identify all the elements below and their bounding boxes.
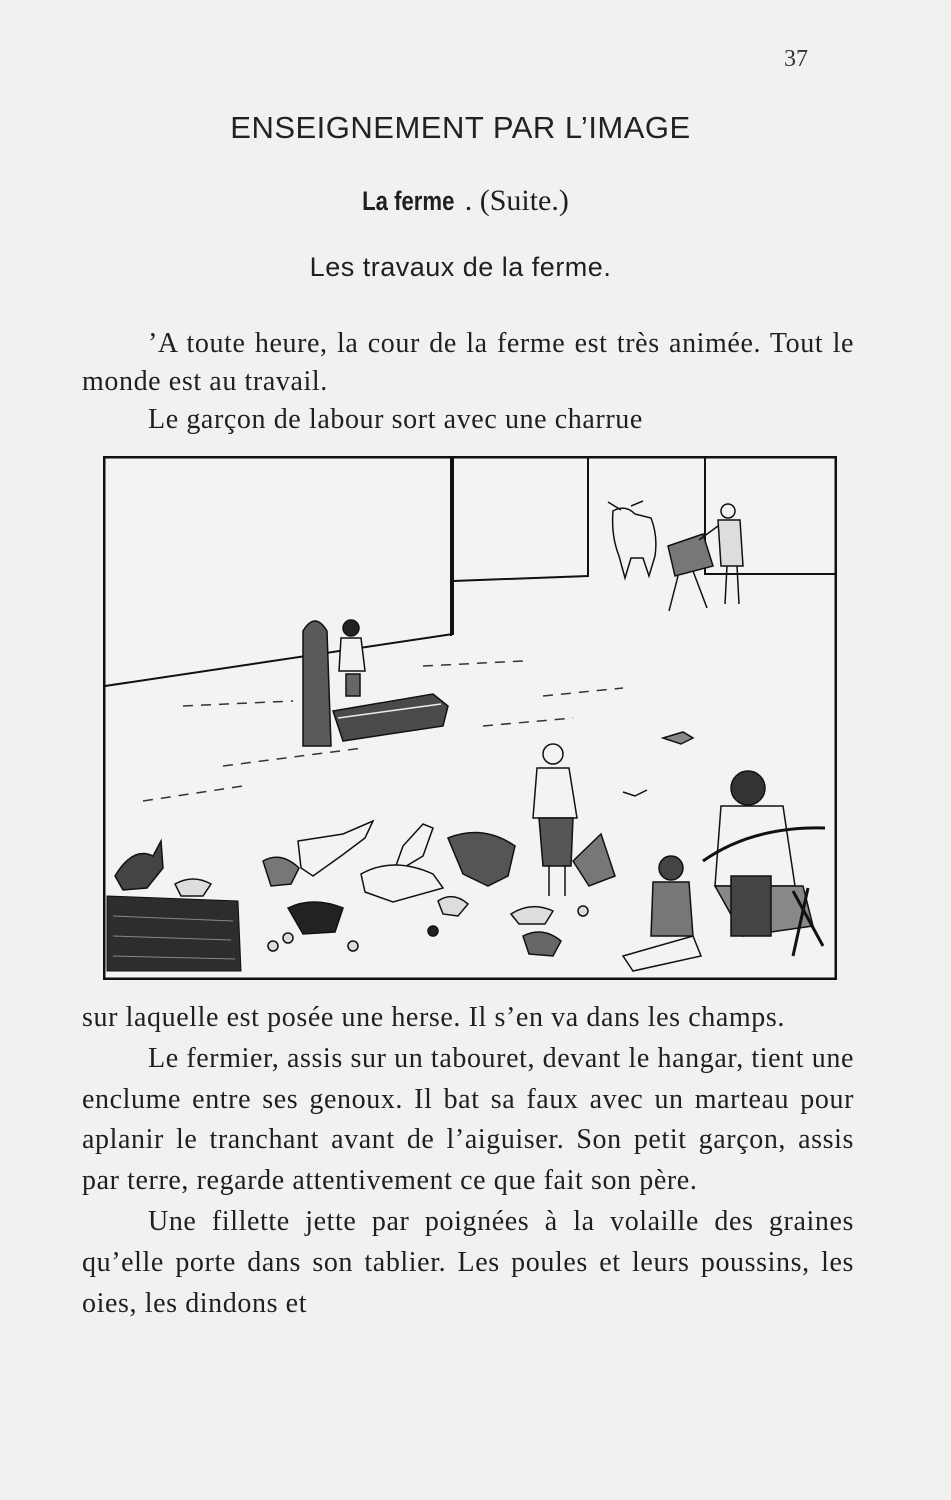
paragraph: sur laquelle est posée une herse. Il s’en va dans les champs. bbox=[82, 1002, 785, 1033]
straw-heap bbox=[107, 896, 241, 971]
farmyard-engraving bbox=[103, 456, 837, 980]
page-number: 37 bbox=[784, 46, 808, 72]
farmyard-illustration bbox=[103, 456, 837, 980]
section-title: Les travaux de la ferme. bbox=[309, 252, 612, 282]
lesson-title bbox=[0, 184, 921, 218]
lesson-title-bold: La ferme bbox=[362, 186, 455, 216]
paragraph: Une fillette jette par poignées à la volaille des graines qu’elle porte dans son tablier. Les poules et leurs poussins, les oies, les dindons et bbox=[82, 1205, 854, 1319]
section-heading: ENSEIGNEMENT PAR L’IMAGE bbox=[230, 110, 691, 145]
paragraph: Le fermier, assis sur un tabouret, devant le hangar, tient une enclume entre ses genoux. Il bat sa faux avec un marteau pour aplanir le tranchant avant de l’aiguiser. Son petit garçon, assis par terre, regarde attentivement ce que fait son père. bbox=[82, 1042, 854, 1197]
text-block-bottom bbox=[82, 998, 854, 1324]
paragraph: ’A toute heure, la cour de la ferme est très animée. Tout le monde est au travail. bbox=[82, 328, 854, 397]
lesson-title-suffix: . (Suite.) bbox=[464, 184, 569, 217]
paragraph: Le garçon de labour sort avec une charrue bbox=[148, 404, 643, 435]
text-block-top bbox=[82, 325, 854, 439]
